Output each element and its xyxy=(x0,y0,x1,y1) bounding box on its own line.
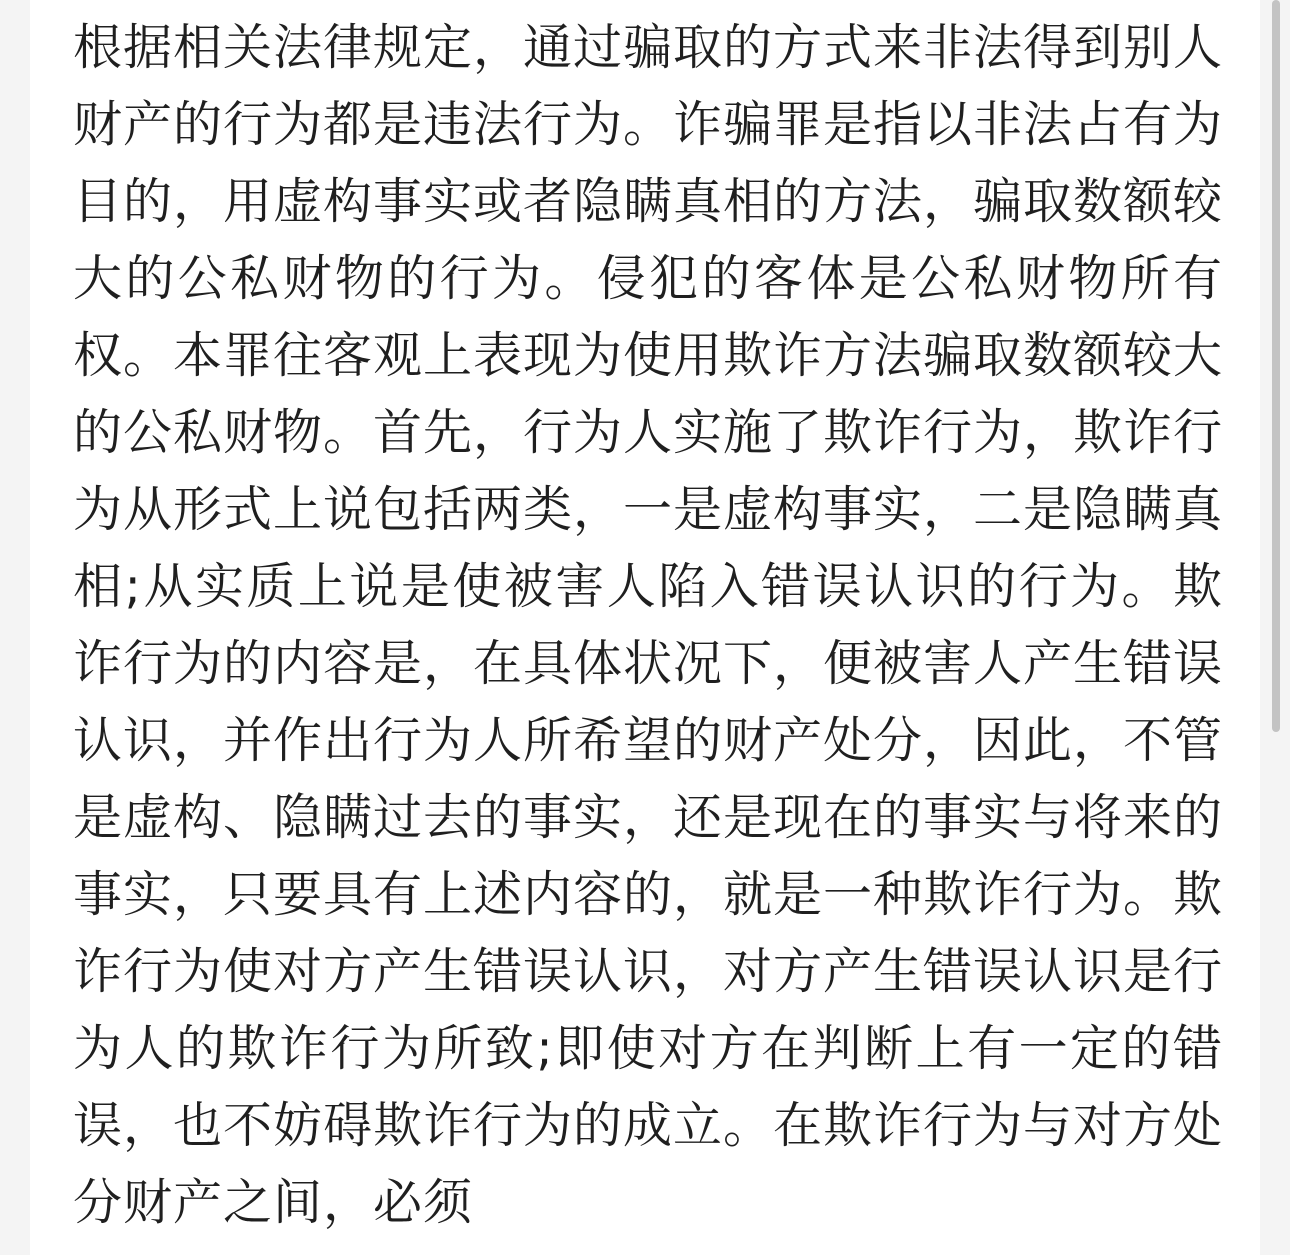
scrollbar-thumb[interactable] xyxy=(1272,0,1280,732)
left-margin xyxy=(0,0,30,1255)
article-body-text: 根据相关法律规定，通过骗取的方式来非法得到别人财产的行为都是违法行为。诈骗罪是指以非法占有为目的，用虚构事实或者隐瞒真相的方法，骗取数额较大的公私财物的行为。侵犯的客体是公私财物所有权。本罪往客观上表现为使用欺诈方法骗取数额较大的公私财物。首先，行为人实施了欺诈行为，欺诈行为从形式上说包括两类，一是虚构事实，二是隐瞒真相;从实质上说是使被害人陷入错误认识的行为。欺诈行为的内容是，在具体状况下，便被害人产生错误认识，并作出行为人所希望的财产处分，因此，不管是虚构、隐瞒过去的事实，还是现在的事实与将来的事实，只要具有上述内容的，就是一种欺诈行为。欺诈行为使对方产生错误认识，对方产生错误认识是行为人的欺诈行为所致;即使对方在判断上有一定的错误，也不妨碍欺诈行为的成立。在欺诈行为与对方处分财产之间，必须 xyxy=(73,19,1224,1231)
article-content[interactable] xyxy=(30,0,1260,1255)
